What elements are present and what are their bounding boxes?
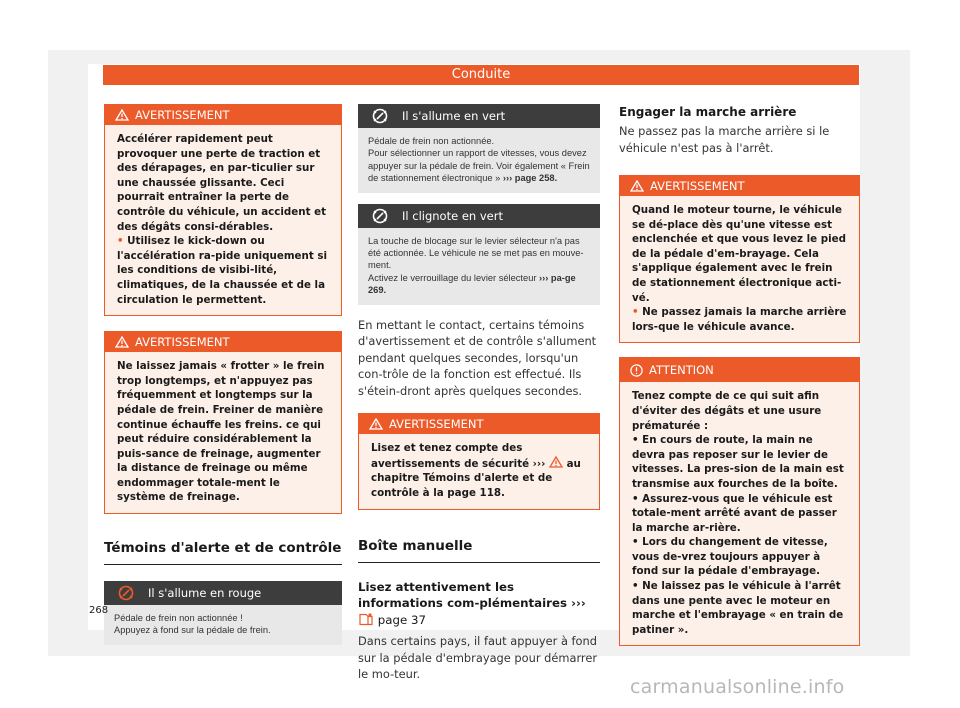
warning-bullet: Ne passez jamais la marche arrière lors-que le véhicule avance. xyxy=(632,306,847,333)
book-reference-icon[interactable] xyxy=(358,613,374,626)
warning-header xyxy=(105,332,341,352)
bullet-icon: • xyxy=(632,580,643,593)
warning-text: au chapitre Témoins d'alerte et de contrôle à la page 118. xyxy=(371,457,581,499)
lamp-text-line: Activez le verrouillage du levier sélecteur xyxy=(368,272,540,283)
warning-body xyxy=(105,352,341,513)
warning-body xyxy=(620,196,859,342)
page-reference-link[interactable]: ››› page 258. xyxy=(502,173,558,184)
paragraph-temoins: En mettant le contact, certains témoins d'avertissement et de contrôle s'allument pendant quelques secondes, lorsqu'un con-trôle de la fonction est effectué. Ils s'étein-dront après quelques secondes. xyxy=(358,317,597,398)
lamp-body xyxy=(358,228,600,305)
warning-box-2 xyxy=(104,331,342,514)
chapter-header: Conduite xyxy=(103,65,859,85)
section-title-boite: Boîte manuelle xyxy=(358,538,600,563)
bullet-icon: • xyxy=(632,492,643,505)
section-title-temoins: Témoins d'alerte et de contrôle xyxy=(104,540,342,565)
attention-bullet: Lors du changement de vitesse, vous de-vrez toujours appuyer à fond sur la pédale d'embrayage. xyxy=(632,536,828,578)
warning-text: Lisez et tenez compte des avertissements de sécurité ››› xyxy=(371,442,549,470)
warning-box-3 xyxy=(358,413,600,509)
brake-pedal-green-blink-icon xyxy=(358,208,402,224)
warning-title: AVERTISSEMENT xyxy=(389,417,484,432)
attention-body xyxy=(620,382,859,645)
attention-text: Tenez compte de ce qui suit afin d'éviter des dégâts et une usure prématurée : xyxy=(632,390,822,432)
warning-title: AVERTISSEMENT xyxy=(650,179,745,193)
attention-bullet: En cours de route, la main ne devra pas reposer sur le levier de vitesses. La pres-sion de la main est transmise aux fourches de la boîte. xyxy=(632,434,844,490)
bullet-icon: • xyxy=(632,434,643,447)
page-number: 268 xyxy=(89,605,109,616)
brake-pedal-red-icon xyxy=(104,585,148,601)
lamp-body xyxy=(358,128,600,193)
lamp-text-line: Pédale de frein non actionnée ! xyxy=(114,613,243,624)
lamp-body xyxy=(104,605,342,645)
lamp-title: Il s'allume en rouge xyxy=(148,586,262,601)
lamp-red-block xyxy=(104,581,342,645)
bullet-icon: • xyxy=(117,235,128,248)
subheading-marche-arriere: Engager la marche arrière xyxy=(619,105,797,119)
attention-title: ATTENTION xyxy=(649,363,714,378)
page-reference-link[interactable]: page 37 xyxy=(374,612,426,627)
column-3 xyxy=(619,104,860,646)
lamp-green-on-block xyxy=(358,104,600,193)
paragraph-embrayage: Dans certains pays, il faut appuyer à fond sur la pédale d'embrayage pour démarrer le mo-teur. xyxy=(358,634,598,682)
warning-box-4 xyxy=(619,175,860,343)
paragraph-marche-arriere: Ne passez pas la marche arrière si le véhicule n'est pas à l'arrêt. xyxy=(619,124,830,155)
intro-paragraph xyxy=(358,579,600,629)
lamp-text-line: La touche de blocage sur le levier sélecteur n'a pas été actionnée. Le véhicule ne se met pas en mouve-ment. xyxy=(368,235,584,271)
info-circle-icon xyxy=(630,364,643,377)
lamp-text-line: Appuyez à fond sur la pédale de frein. xyxy=(114,625,271,636)
attention-box xyxy=(619,357,860,646)
warning-text: Quand le moteur tourne, le véhicule se dé-place dès qu'une vitesse est enclenchée et que vous levez le pied de la pédale d'em-brayage. Cela s'applique également avec le frein de stationnement électronique acti-vé. xyxy=(632,204,846,304)
warning-text: Accélérer rapidement peut provoquer une perte de traction et des dérapages, en par-ticulier sur une chaussée glissante. Ceci pourrait entraîner la perte de contrôle du véhicule, un accident et des dégâts consi-dérables. xyxy=(117,133,326,233)
watermark: carmanualsonline.info xyxy=(630,676,845,698)
intro-text: Lisez attentivement les informations com-plémentaires ››› xyxy=(358,579,586,611)
warning-bullet: Utilisez le kick-down ou l'accélération ra-pide uniquement si les conditions de visibi-lité, climatiques, de la chaussée et de la circulation le permettent. xyxy=(117,235,328,306)
column-2 xyxy=(358,104,600,683)
warning-header xyxy=(620,176,859,196)
attention-header xyxy=(620,358,859,382)
lamp-green-blink-block xyxy=(358,204,600,305)
warning-triangle-inline-icon xyxy=(549,456,563,468)
warning-box-1 xyxy=(104,104,342,316)
lamp-title: Il clignote en vert xyxy=(402,208,503,223)
warning-body xyxy=(359,434,599,508)
lamp-title: Il s'allume en vert xyxy=(402,109,506,123)
warning-triangle-icon xyxy=(369,418,383,430)
brake-pedal-green-icon xyxy=(358,108,402,124)
warning-text: Ne laissez jamais « frotter » le frein trop longtemps, et n'appuyez pas fréquemment et longtemps sur la pédale de frein. Freiner de manière continue échauffe les freins. ce qui peut réduire considérablement la puis-sance de freinage, augmenter la distance de freinage ou même endommager totale-ment le système de freinage. xyxy=(117,360,325,504)
bullet-icon: • xyxy=(632,536,643,549)
attention-bullet: Ne laissez pas le véhicule à l'arrêt dans une pente avec le moteur en marche et l'embrayage « en train de patiner ». xyxy=(632,580,844,636)
page-reference-link[interactable]: ››› pa-ge 269. xyxy=(368,272,576,296)
lamp-header xyxy=(358,104,600,128)
lamp-header xyxy=(104,581,342,605)
attention-bullet: Assurez-vous que le véhicule est totale-ment arrêté avant de passer la marche ar-rière. xyxy=(632,492,837,534)
warning-title: AVERTISSEMENT xyxy=(135,108,230,122)
column-1 xyxy=(104,104,342,645)
warning-triangle-icon xyxy=(115,336,129,348)
warning-header xyxy=(359,414,599,434)
lamp-text-line: Pour sélectionner un rapport de vitesses, vous devez appuyer sur la pédale de frein. Voir également « Frein de stationnement électronique » xyxy=(368,148,590,184)
bullet-icon: • xyxy=(632,306,643,319)
warning-triangle-icon xyxy=(115,109,129,121)
warning-body xyxy=(105,125,341,315)
warning-title: AVERTISSEMENT xyxy=(135,335,230,350)
lamp-text-line: Pédale de frein non actionnée. xyxy=(368,136,495,146)
warning-triangle-icon xyxy=(630,180,644,192)
lamp-header xyxy=(358,204,600,228)
warning-header xyxy=(105,105,341,125)
